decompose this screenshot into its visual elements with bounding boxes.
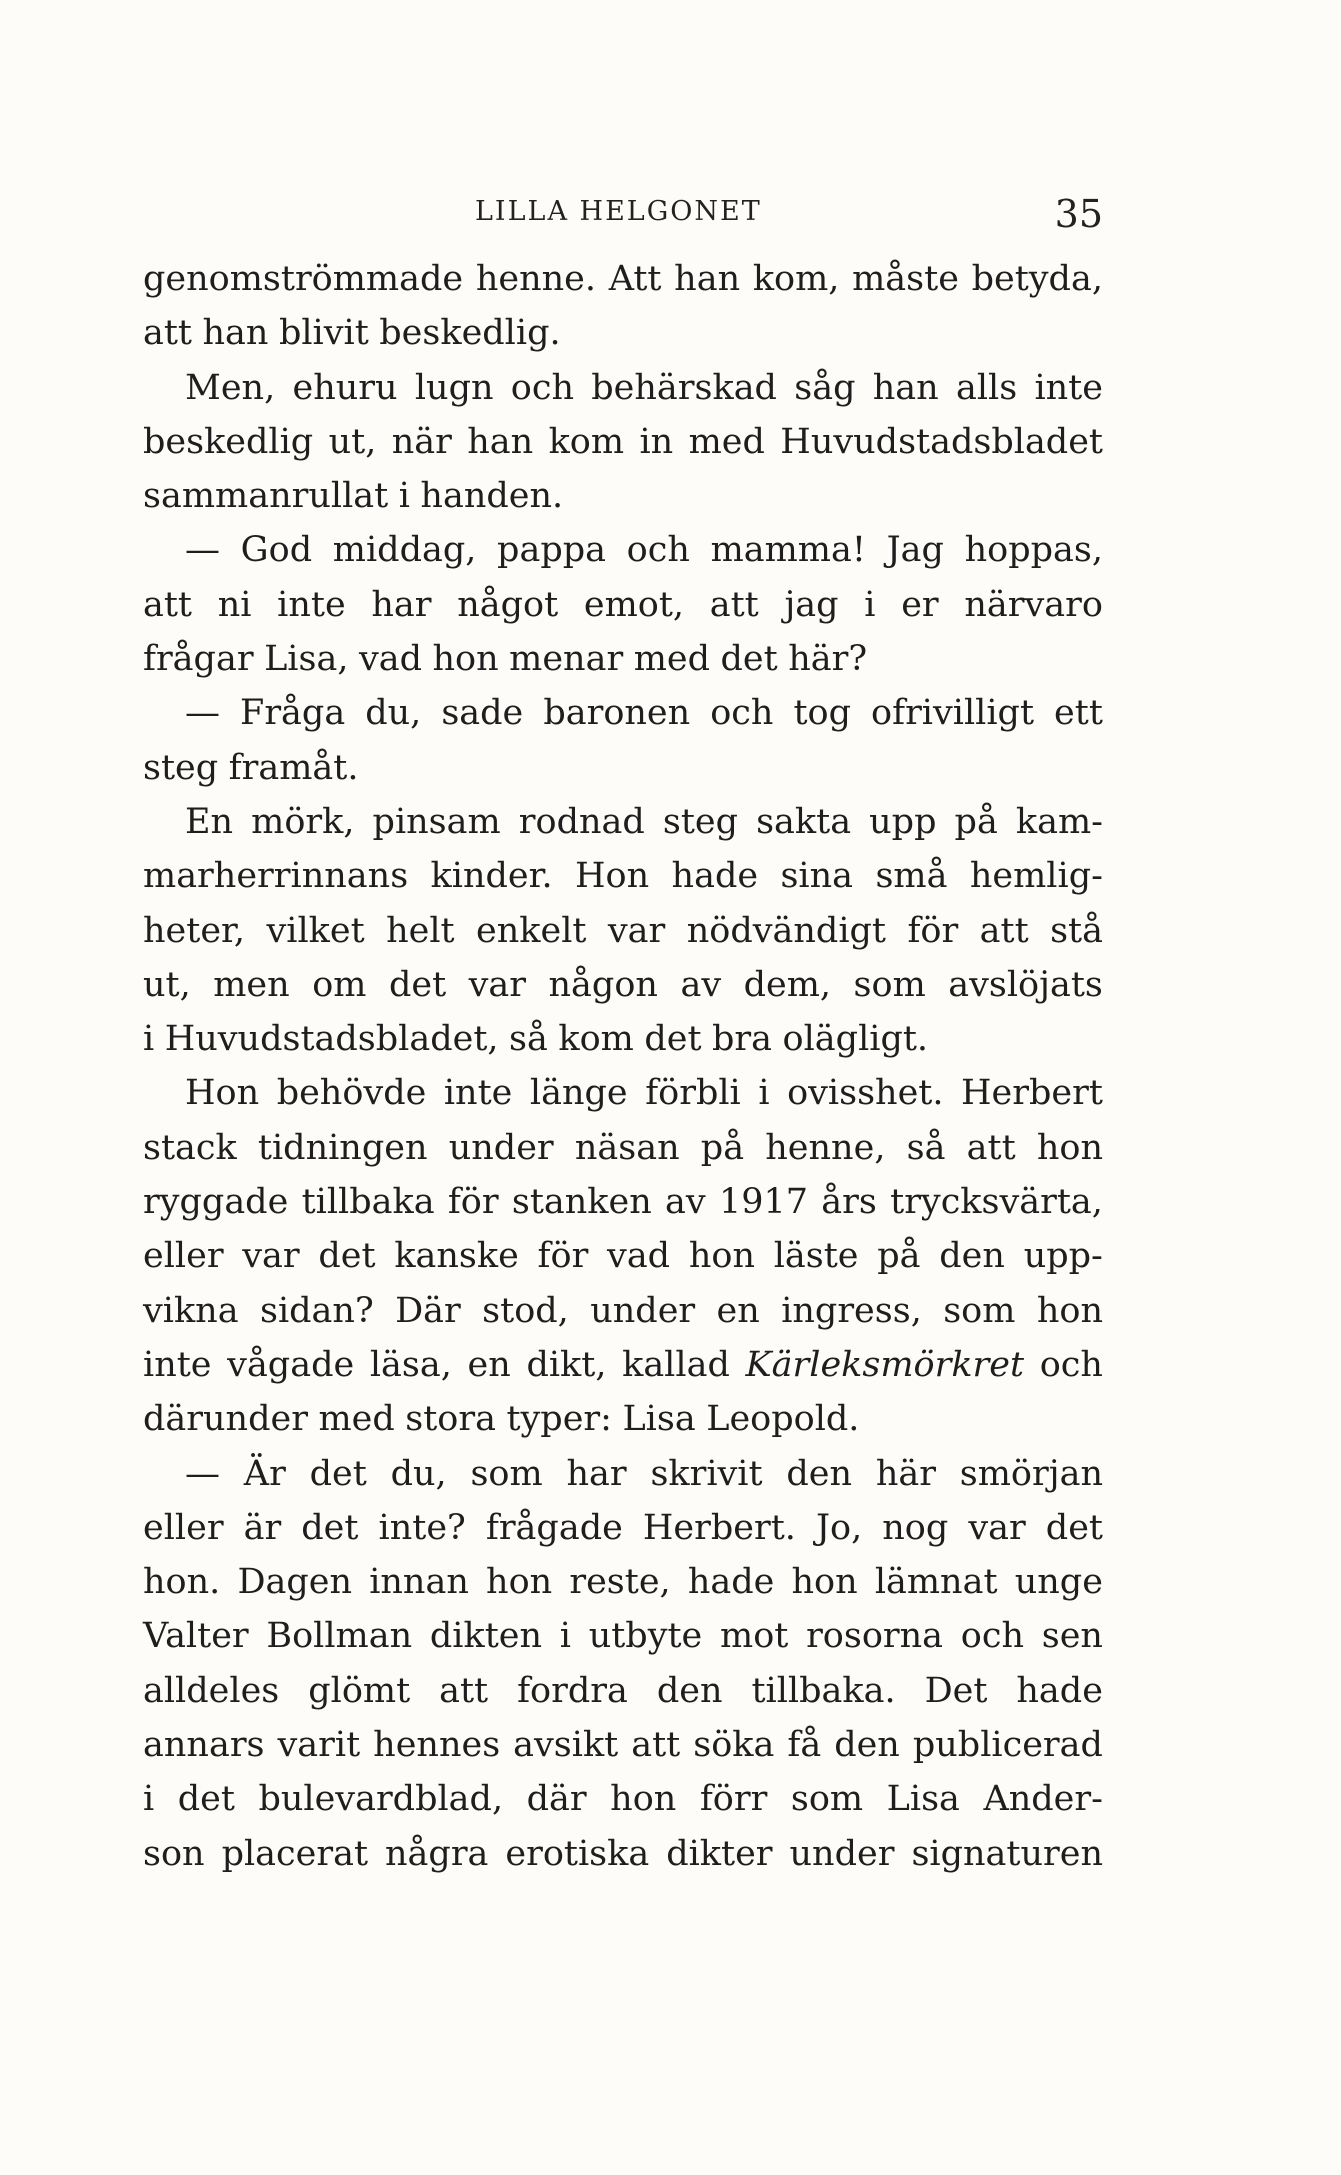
word: kom	[548, 421, 625, 462]
word: att	[143, 584, 192, 625]
text-line	[143, 1175, 1103, 1229]
word: Lisa	[886, 1779, 960, 1820]
word: 1917	[718, 1182, 809, 1223]
word: ett	[1054, 693, 1103, 734]
text-line	[143, 1012, 1103, 1066]
word: frågade	[485, 1507, 623, 1548]
body-text	[143, 252, 1103, 1881]
word: förr	[699, 1779, 768, 1820]
word: dem,	[743, 964, 832, 1005]
word: beskedlig.	[379, 313, 561, 354]
word: det	[301, 1507, 359, 1548]
word: kinder.	[430, 856, 553, 897]
word: som	[943, 1290, 1016, 1331]
word: Är	[243, 1453, 286, 1494]
word: ofrivilligt	[871, 693, 1035, 734]
word: son	[143, 1833, 205, 1874]
word: upp	[869, 801, 937, 842]
word: att	[709, 584, 759, 625]
text-line	[143, 686, 1103, 740]
word: eller	[143, 1236, 224, 1277]
word: jag	[784, 584, 839, 625]
word: ryggade	[143, 1182, 289, 1223]
word: stod,	[482, 1290, 569, 1331]
word: hoppas,	[964, 530, 1103, 571]
word: Jag	[886, 530, 944, 571]
word: här?	[788, 639, 868, 680]
word: för	[447, 1182, 499, 1223]
word: mamma!	[710, 530, 866, 571]
word: han	[872, 367, 939, 408]
word: söka	[693, 1725, 775, 1766]
word: tidningen	[257, 1127, 428, 1168]
word: menar	[509, 639, 624, 680]
word: var	[468, 964, 527, 1005]
text-line	[143, 252, 1103, 306]
word: det	[644, 1019, 702, 1060]
word: ni	[217, 584, 252, 625]
word: henne.	[475, 259, 596, 299]
word: steg	[662, 801, 739, 842]
word: pinsam	[372, 801, 501, 842]
word: er	[901, 584, 939, 625]
word: —	[185, 1453, 220, 1494]
word: han	[202, 313, 269, 354]
text-line	[143, 1664, 1103, 1718]
word: dikten	[429, 1616, 543, 1657]
word: hade	[671, 856, 759, 897]
word: Herbert	[961, 1073, 1103, 1114]
text-line	[143, 1066, 1103, 1120]
text-line	[143, 849, 1103, 903]
text-line	[143, 578, 1103, 632]
word: framåt.	[228, 747, 359, 788]
word: den	[656, 1670, 723, 1711]
word: middag,	[332, 530, 477, 571]
word: under	[448, 1127, 554, 1168]
word: länge	[529, 1073, 628, 1114]
word: nödvändigt	[686, 910, 886, 951]
word: små	[875, 856, 948, 897]
word: det	[318, 1236, 376, 1277]
word: hade	[1016, 1670, 1103, 1711]
word: genomströmmade	[143, 259, 464, 299]
word: signaturen	[911, 1833, 1103, 1874]
word: av	[680, 964, 722, 1005]
word: som	[790, 1779, 864, 1820]
word: en	[467, 1344, 511, 1385]
word: inte	[277, 584, 346, 625]
word: av	[665, 1182, 706, 1223]
text-line	[143, 1609, 1103, 1663]
word: behärskad	[591, 367, 777, 408]
word: som	[470, 1453, 543, 1494]
word: men	[213, 964, 290, 1005]
word: baronen	[543, 693, 691, 734]
word: lämnat	[874, 1562, 998, 1603]
word: på	[700, 1127, 745, 1168]
word: placerat	[221, 1833, 369, 1874]
word: förbli	[645, 1073, 741, 1114]
word: inte	[1034, 367, 1103, 408]
word: han	[467, 421, 534, 462]
word: när	[391, 421, 452, 462]
word: och	[710, 693, 774, 734]
word: sammanrullat	[143, 476, 389, 517]
word: något	[457, 584, 559, 625]
word: Men,	[185, 367, 276, 408]
word: på	[877, 1236, 921, 1277]
word: det	[177, 1779, 235, 1820]
word: den	[786, 1453, 853, 1494]
word: varit	[277, 1725, 361, 1766]
word: du,	[365, 693, 422, 734]
word: du,	[390, 1453, 447, 1494]
word: behövde	[276, 1073, 427, 1114]
word: sakta	[756, 801, 852, 842]
word: hon	[688, 1236, 755, 1277]
word: avslöjats	[948, 964, 1103, 1005]
word: ingress,	[781, 1290, 922, 1331]
word: Kärleksmörkret	[745, 1344, 1025, 1385]
text-line	[143, 306, 1103, 360]
word: publicerad	[912, 1725, 1103, 1766]
word: och	[960, 1616, 1024, 1657]
word: En	[185, 801, 234, 842]
word: annars	[143, 1725, 265, 1766]
word: är	[243, 1507, 282, 1548]
word: inte?	[378, 1507, 466, 1548]
text-line	[143, 523, 1103, 577]
word: läsa,	[369, 1344, 452, 1385]
word: kallad	[622, 1344, 730, 1385]
word: skrivit	[650, 1453, 763, 1494]
text-line	[143, 415, 1103, 469]
word: Valter	[143, 1616, 249, 1657]
word: frågar	[143, 639, 254, 680]
word: erotiska	[505, 1833, 650, 1874]
word: om	[312, 964, 367, 1005]
word: har	[566, 1453, 627, 1494]
word: vikna	[143, 1290, 239, 1331]
word: han	[674, 259, 741, 299]
word: vilket	[266, 910, 365, 951]
word: det	[388, 964, 447, 1005]
word: inte	[143, 1344, 212, 1385]
word: inte	[443, 1073, 513, 1114]
text-line	[143, 1718, 1103, 1772]
word: det	[1045, 1507, 1103, 1548]
word: kanske	[394, 1236, 519, 1277]
word: alls	[955, 367, 1018, 408]
word: här	[875, 1453, 936, 1494]
word: stora	[405, 1399, 496, 1440]
word: —	[185, 693, 220, 734]
word: enkelt	[476, 910, 587, 951]
word: i	[864, 584, 876, 625]
word: under	[789, 1833, 895, 1874]
word: reste,	[569, 1562, 671, 1603]
word: hon	[610, 1779, 677, 1820]
word: in	[639, 421, 674, 462]
word: hennes	[373, 1725, 501, 1766]
word: ut,	[328, 421, 377, 462]
word: stanken	[511, 1182, 652, 1223]
word: innan	[369, 1562, 469, 1603]
word: bulevardblad,	[258, 1779, 504, 1820]
word: som	[853, 964, 926, 1005]
word: helt	[386, 910, 455, 951]
text-line	[143, 469, 1103, 523]
word: kam-	[1015, 801, 1103, 842]
word: mörk,	[251, 801, 355, 842]
word: eller	[143, 1507, 224, 1548]
text-line	[143, 1827, 1103, 1881]
word: kom,	[752, 259, 840, 299]
word: den	[939, 1236, 1005, 1277]
word: dikt,	[526, 1344, 607, 1385]
word: pappa	[497, 530, 606, 571]
word: så	[509, 1019, 548, 1060]
word: års	[821, 1182, 877, 1223]
word: under	[590, 1290, 696, 1331]
word: hon	[791, 1562, 858, 1603]
word: alldeles	[143, 1670, 280, 1711]
word: bra	[712, 1019, 773, 1060]
word: rodnad	[518, 801, 645, 842]
word: några	[385, 1833, 489, 1874]
word: sidan?	[259, 1290, 374, 1331]
word: i	[398, 476, 410, 517]
word: att	[979, 910, 1029, 951]
word: där	[526, 1779, 587, 1820]
word: tog	[793, 693, 852, 734]
word: att	[143, 313, 192, 354]
word: beskedlig	[143, 421, 314, 462]
word: var	[607, 910, 666, 951]
word: måste	[852, 259, 959, 299]
text-line	[143, 1501, 1103, 1555]
word: stå	[1050, 910, 1103, 951]
word: trycksvärta,	[890, 1182, 1103, 1223]
running-title: LILLA HELGONET	[475, 196, 762, 227]
word: ehuru	[292, 367, 398, 408]
word: Att	[608, 259, 662, 299]
word: marherrinnans	[143, 856, 409, 897]
word: i	[559, 1616, 571, 1657]
word: hade	[687, 1562, 775, 1603]
word: rosorna	[806, 1616, 944, 1657]
word: dikter	[666, 1833, 773, 1874]
text-line	[143, 958, 1103, 1012]
word: smörjan	[959, 1453, 1103, 1494]
word: den	[834, 1725, 900, 1766]
word: Bollman	[266, 1616, 413, 1657]
word: stack	[143, 1127, 237, 1168]
word: hemlig-	[969, 856, 1103, 897]
word: Lisa	[622, 1399, 696, 1440]
word: Lisa,	[264, 639, 349, 680]
word: med	[688, 421, 765, 462]
text-line	[143, 1338, 1103, 1392]
word: handen.	[420, 476, 564, 517]
word: glömt	[308, 1670, 411, 1711]
word: vad	[607, 1236, 671, 1277]
word: upp-	[1023, 1236, 1103, 1277]
word: fordra	[517, 1670, 628, 1711]
word: och	[510, 367, 574, 408]
word: Huvudstadsbladet,	[164, 1019, 499, 1060]
word: hon	[1036, 1127, 1103, 1168]
word: hon	[486, 1562, 553, 1603]
word: utbyte	[588, 1616, 703, 1657]
text-line	[143, 1121, 1103, 1175]
text-line	[143, 741, 1103, 795]
word: ovisshet.	[787, 1073, 944, 1114]
word: hon	[432, 639, 499, 680]
word: Hon	[185, 1073, 260, 1114]
word: i	[143, 1779, 155, 1820]
page-header	[143, 192, 1103, 242]
word: för	[907, 910, 959, 951]
word: God	[240, 530, 313, 571]
word: i	[143, 1019, 155, 1060]
word: så	[906, 1127, 946, 1168]
word: läste	[773, 1236, 859, 1277]
word: mot	[720, 1616, 789, 1657]
word: Dagen	[237, 1562, 353, 1603]
word: Hon	[575, 856, 650, 897]
text-line	[143, 795, 1103, 849]
word: såg	[794, 367, 856, 408]
word: någon	[548, 964, 658, 1005]
word: typer:	[506, 1399, 612, 1440]
text-line	[143, 632, 1103, 686]
word: var	[968, 1507, 1026, 1548]
text-line	[143, 1555, 1103, 1609]
word: närvaro	[964, 584, 1103, 625]
word: Leopold.	[706, 1399, 860, 1440]
word: tillbaka	[301, 1182, 435, 1223]
word: sina	[780, 856, 854, 897]
text-line	[143, 1772, 1103, 1826]
word: henne,	[765, 1127, 886, 1168]
word: vågade	[227, 1344, 355, 1385]
word: Herbert.	[642, 1507, 796, 1548]
word: ut,	[143, 964, 191, 1005]
word: vad	[358, 639, 422, 680]
word: med	[633, 639, 711, 680]
word: sen	[1041, 1616, 1103, 1657]
word: olägligt.	[782, 1019, 929, 1060]
word: kom	[558, 1019, 634, 1060]
word: att	[631, 1725, 681, 1766]
word: steg	[143, 747, 219, 788]
word: emot,	[583, 584, 685, 625]
word: och	[626, 530, 690, 571]
word: sade	[441, 693, 524, 734]
word: med	[318, 1399, 395, 1440]
word: få	[787, 1725, 822, 1766]
word: Huvudstadsbladet	[780, 421, 1103, 462]
word: nog	[882, 1507, 949, 1548]
word: hon	[1036, 1290, 1103, 1331]
word: avsikt	[513, 1725, 619, 1766]
word: Det	[924, 1670, 988, 1711]
text-line	[143, 1229, 1103, 1283]
word: —	[185, 530, 220, 571]
text-line	[143, 1284, 1103, 1338]
word: i	[758, 1073, 770, 1114]
word: har	[371, 584, 432, 625]
word: Där	[395, 1290, 461, 1331]
word: var	[242, 1236, 300, 1277]
word: för	[537, 1236, 589, 1277]
word: det	[720, 639, 778, 680]
page-number: 35	[1054, 192, 1103, 236]
text-line	[143, 1447, 1103, 1501]
word: näsan	[574, 1127, 680, 1168]
text-line	[143, 904, 1103, 958]
word: Fråga	[240, 693, 346, 734]
word: det	[309, 1453, 367, 1494]
text-line	[143, 361, 1103, 415]
word: Ander-	[983, 1779, 1103, 1820]
word: och	[1039, 1344, 1103, 1385]
word: unge	[1014, 1562, 1103, 1603]
word: lugn	[414, 367, 494, 408]
word: en	[716, 1290, 760, 1331]
word: betyda,	[971, 259, 1103, 299]
word: hon.	[143, 1562, 221, 1603]
word: blivit	[278, 313, 369, 354]
word: på	[954, 801, 998, 842]
word: att	[439, 1670, 489, 1711]
word: tillbaka.	[751, 1670, 896, 1711]
word: Jo,	[815, 1507, 863, 1548]
word: därunder	[143, 1399, 308, 1440]
word: att	[966, 1127, 1016, 1168]
word: heter,	[143, 910, 246, 951]
text-line	[143, 1392, 1103, 1446]
